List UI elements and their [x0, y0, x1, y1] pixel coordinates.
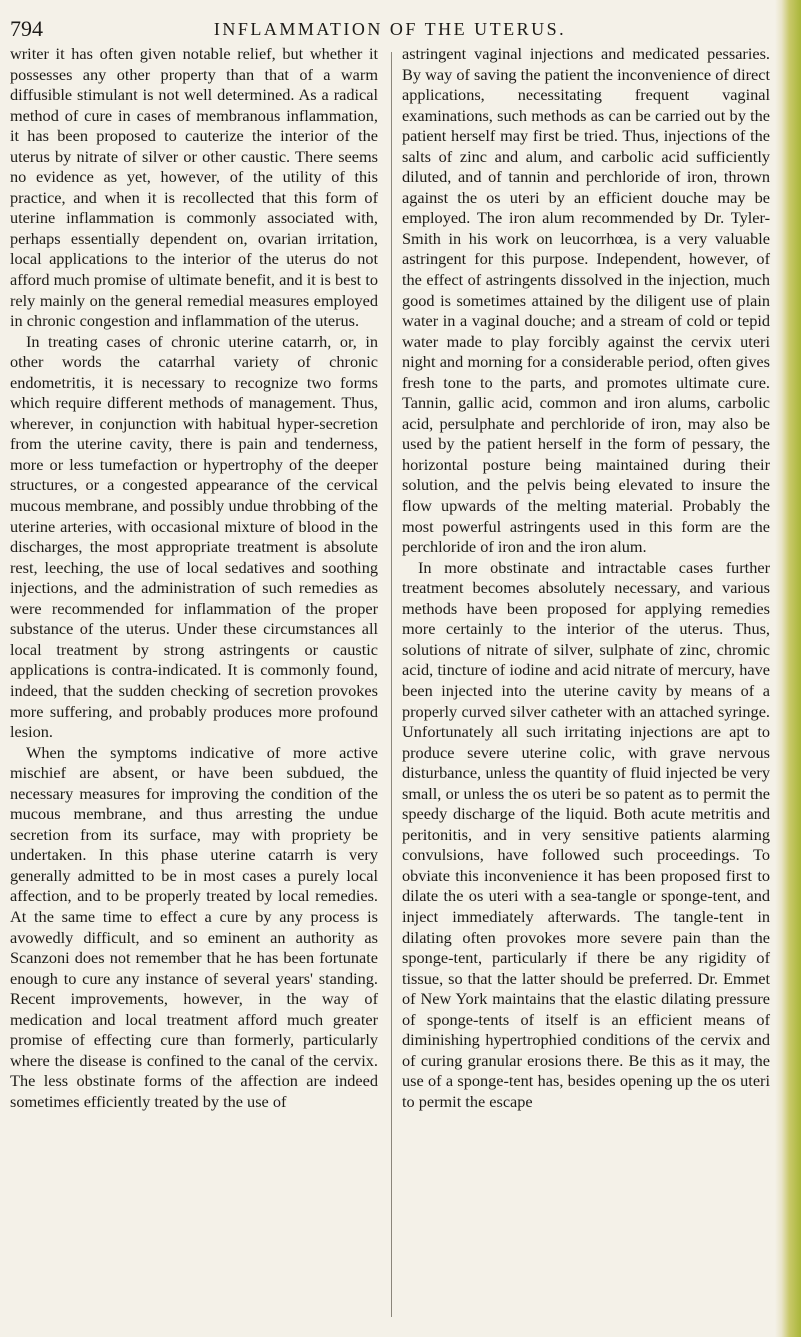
left-column: [10, 44, 378, 1112]
paragraph: In treating cases of chronic uterine catarrh, or, in other words the catarrhal variety of chronic endometritis, it is necessary to recognize two forms which require different methods of management. Thus, wherever, in conjunction with habitual hyper-secretion from the uterine cavity, there is pain and tenderness, more or less tumefaction or hypertrophy of the deeper structures, or a congested appearance of the cervical mucous membrane, and possibly undue throbbing of the uterine arteries, with occasional mixture of blood in the discharges, the most appropriate treatment is absolute rest, leeching, the use of local sedatives and soothing injections, and the administration of such remedies as were recommended for inflammation of the proper substance of the uterus. Under these circumstances all local treatment by strong astringents or caustic applications is contra-indicated. It is commonly found, indeed, that the sudden checking of secretion provokes more suffering, and probably produces more profound lesion.: [10, 331, 378, 742]
paragraph: writer it has often given notable relief, but whether it possesses any other property than that of a warm diffusible stimulant is not well determined. As a radical method of cure in cases of membranous inflammation, it has been proposed to cauterize the interior of the uterus by nitrate of silver or other caustic. There seems no evidence as yet, however, of the utility of this practice, and when it is recollected that this form of uterine inflammation is commonly associated with, perhaps essentially dependent on, ovarian irritation, local applications to the interior of the uterus do not afford much promise of ultimate benefit, and it is best to rely mainly on the general remedial measures employed in chronic congestion and inflammation of the uterus.: [10, 44, 378, 331]
page-number: 794: [10, 16, 43, 41]
paragraph: In more obstinate and intractable cases further treatment becomes absolutely necessary, and various methods have been proposed for applying remedies more certainly to the interior of the uterus. Thus, solutions of nitrate of silver, sulphate of zinc, chromic acid, tincture of iodine and acid nitrate of mercury, have been injected into the uterine cavity by means of a properly curved silver catheter with an attached syringe. Unfortunately all such irritating injections are apt to produce severe uterine colic, with grave nervous disturbance, unless the quantity of fluid injected be very small, or unless the os uteri be so patent as to permit the speedy discharge of the liquid. Both acute metritis and peritonitis, and in very sensitive patients alarming convulsions, have followed such proceedings. To obviate this inconvenience it has been proposed first to dilate the os uteri with a sea-tangle or sponge-tent, and inject immediately afterwards. The tangle-tent in dilating often provokes more severe pain than the sponge-tent, particularly if there be any rigidity of tissue, so that the latter should be preferred. Dr. Emmet of New York maintains that the elastic dilating pressure of sponge-tents of itself is an efficient means of diminishing hypertrophied conditions of the cervix and of curing granular erosions there. Be this as it may, the use of a sponge-tent has, besides opening up the os uteri to permit the escape: [402, 557, 770, 1111]
page-edge-shading: [775, 0, 801, 1337]
page-header: [10, 14, 770, 44]
running-head: INFLAMMATION OF THE UTERUS.: [213, 19, 567, 39]
right-column: [402, 44, 770, 1112]
paragraph: When the symptoms indicative of more active mischief are absent, or have been subdued, the necessary measures for improving the condition of the mucous membrane, and thus arresting the undue secretion from its surface, may with propriety be undertaken. In this phase uterine catarrh is very generally admitted to be in most cases a purely local affection, and to be properly treated by local remedies. At the same time to effect a cure by any process is avowedly difficult, and so eminent an authority as Scanzoni does not remember that he has been fortunate enough to cure any instance of several years' standing. Recent improvements, however, in the way of medication and local treatment afford much greater promise of effecting cure than formerly, particularly where the disease is confined to the canal of the cervix. The less obstinate forms of the affection are indeed sometimes efficiently treated by the use of: [10, 742, 378, 1111]
column-divider: [391, 52, 392, 1317]
paragraph: astringent vaginal injections and medicated pessaries. By way of saving the patient the inconvenience of direct applications, necessitating frequent vaginal examinations, such methods as can be carried out by the patient herself may first be tried. Thus, injections of the salts of zinc and alum, and carbolic acid sufficiently diluted, and of tannin and perchloride of iron, thrown against the os uteri by an efficient douche may be employed. The iron alum recommended by Dr. Tyler-Smith in his work on leucorrhœa, is a very valuable astringent for this purpose. Independent, however, of the effect of astringents dissolved in the injection, much good is sometimes attained by the diligent use of plain water in a vaginal douche; and a stream of cold or tepid water made to play forcibly against the cervix uteri night and morning for a considerable period, often gives fresh tone to the parts, and promotes ultimate cure. Tannin, gallic acid, common and iron alums, carbolic acid, persulphate and perchloride of iron, may also be used by the patient herself in the form of pessary, the horizontal posture being maintained during their solution, and the pelvis being elevated to insure the flow upwards of the melting material. Probably the most powerful astringents used in this form are the perchloride of iron and the iron alum.: [402, 44, 770, 557]
